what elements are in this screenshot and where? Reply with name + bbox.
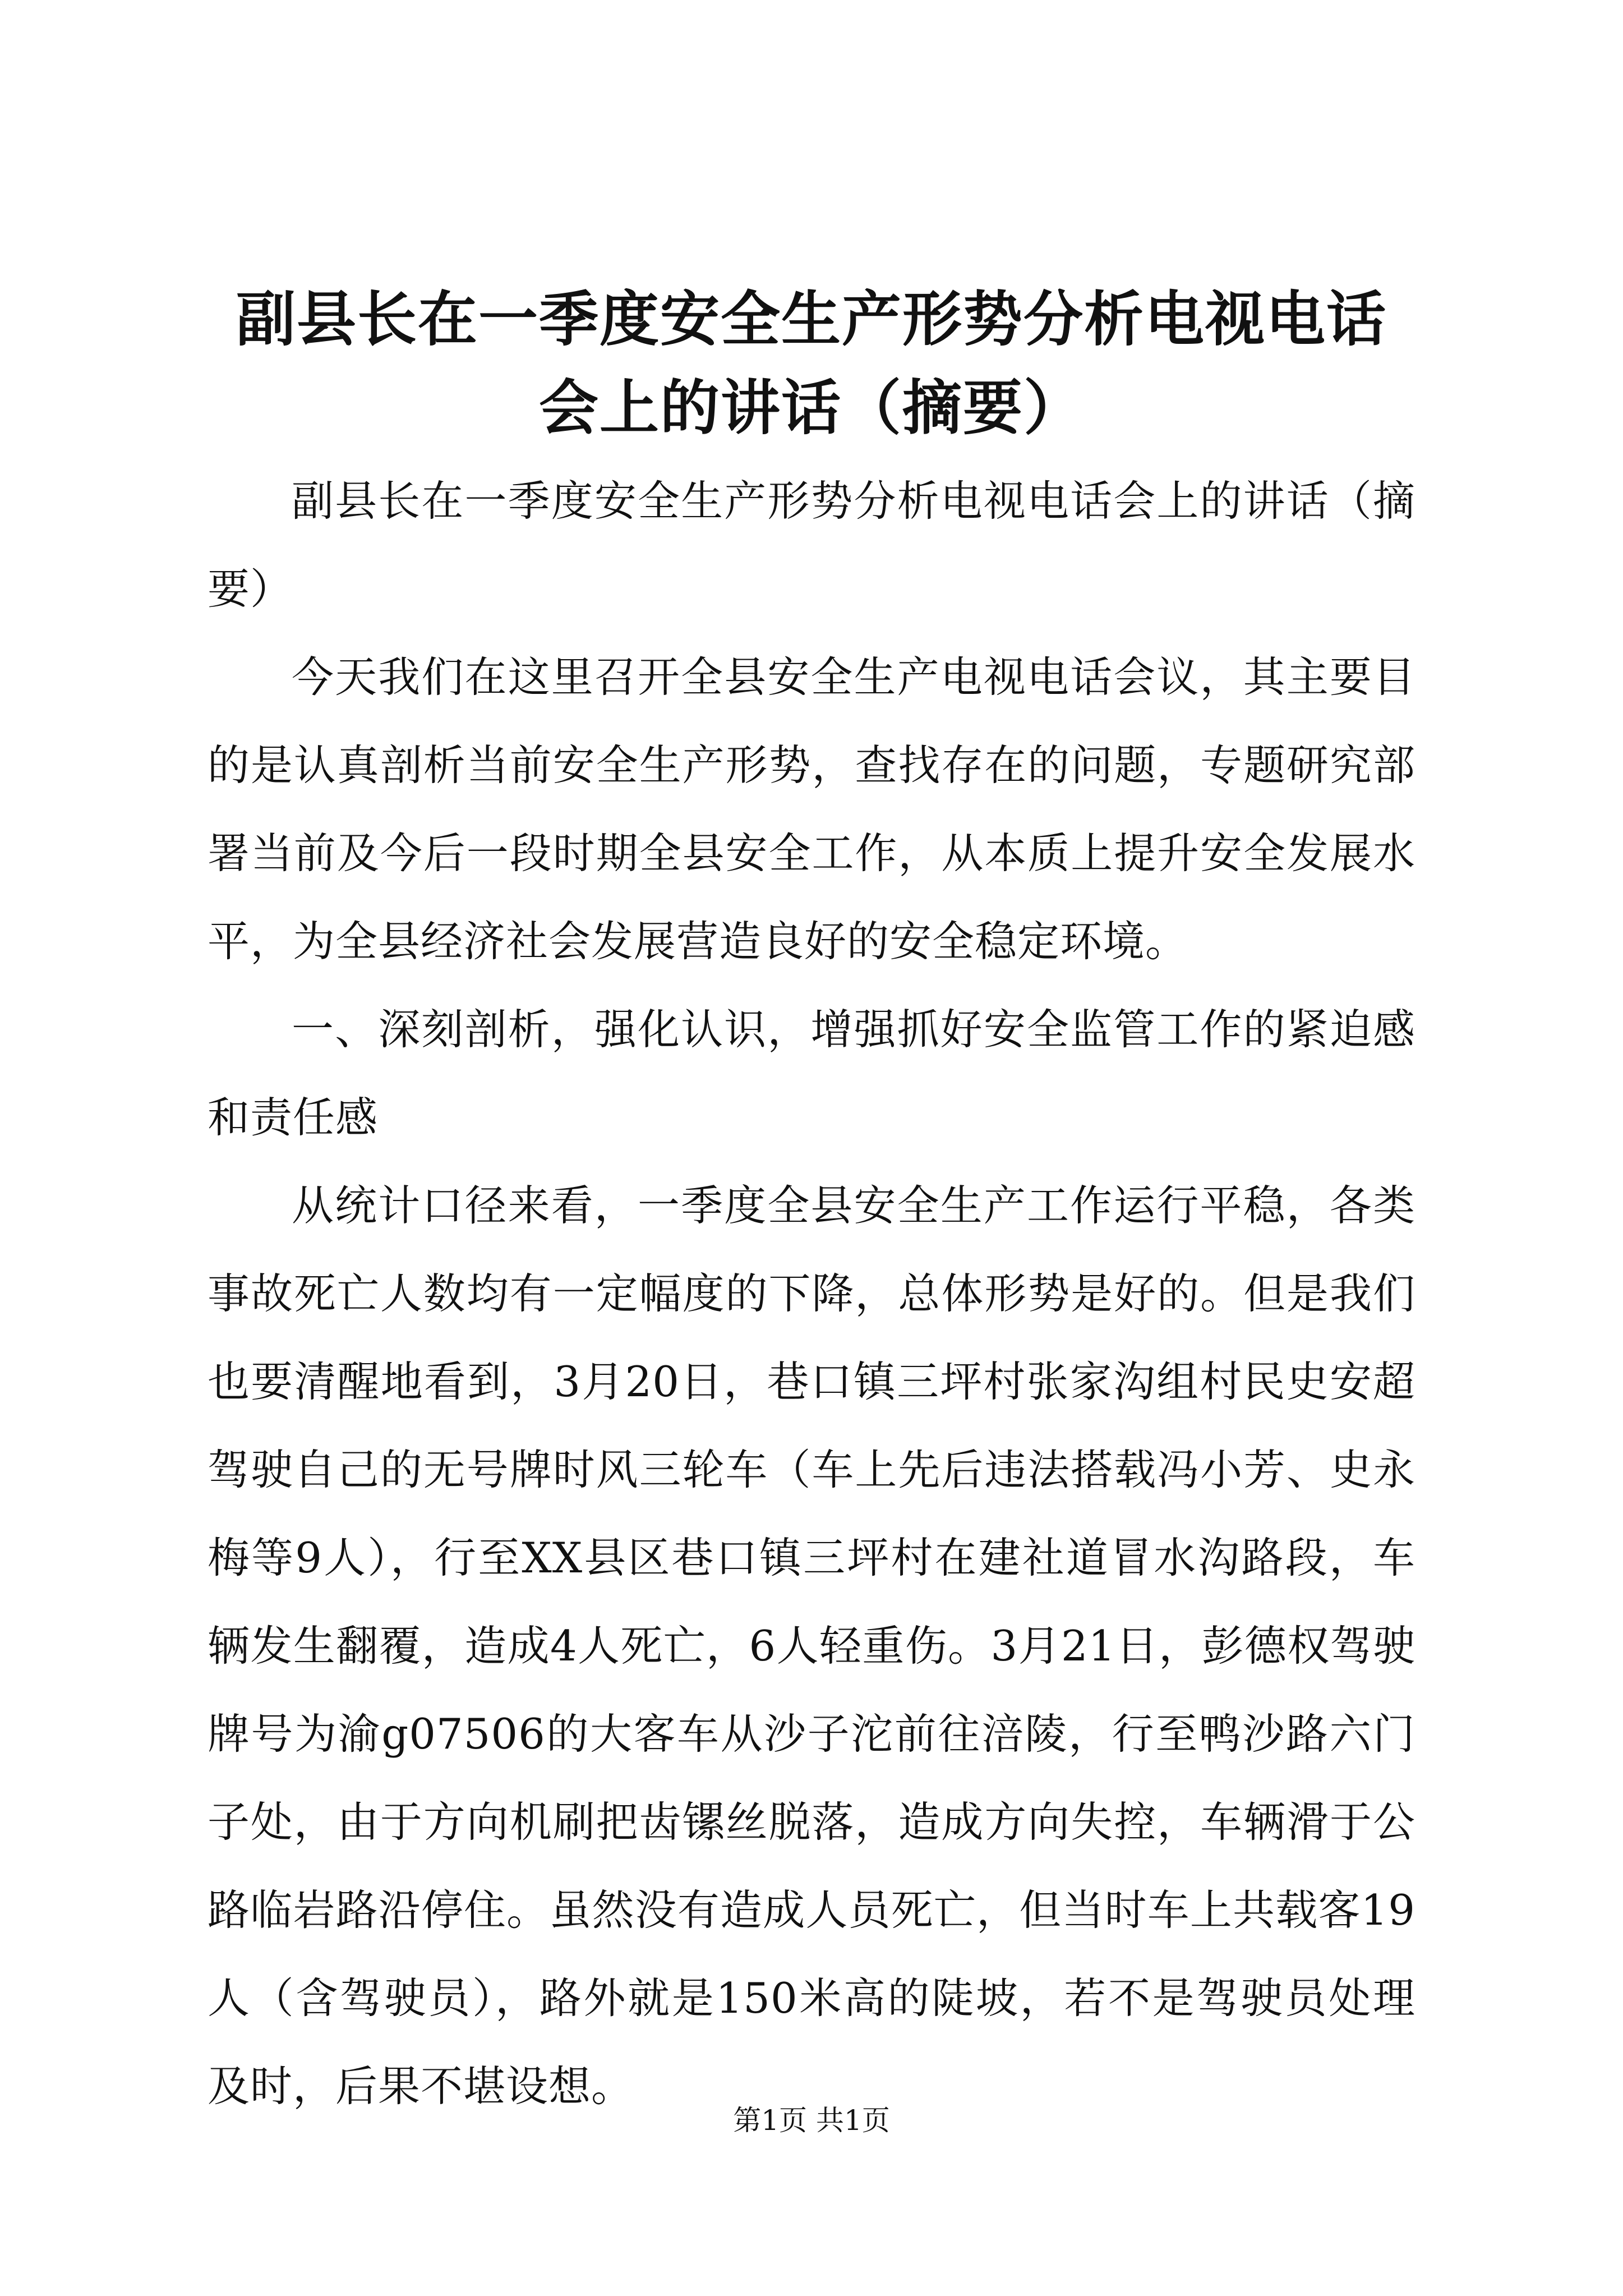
document-body — [208, 457, 1415, 2131]
paragraph-subtitle: 副县长在一季度安全生产形势分析电视电话会上的讲话（摘要） — [208, 476, 1415, 614]
paragraph-section-heading: 一、深刻剖析，强化认识，增强抓好安全监管工作的紧迫感和责任感 — [208, 1005, 1415, 1142]
page-footer: 第1页 共1页 — [733, 2104, 890, 2137]
paragraph-incidents: 从统计口径来看，一季度全县安全生产工作运行平稳，各类事故死亡人数均有一定幅度的下降，总体形势是好的。但是我们也要清醒地看到，3月20日，巷口镇三坪村张家沟组村民史安超驾驶自己的无号牌时风三轮车（车上先后违法搭载冯小芳、史永梅等9人），行至XX县区巷口镇三坪村在建社道冒水沟路段，车辆发生翻覆，造成4人死亡，6人轻重伤。3月21日，彭德权驾驶牌号为渝g07506的大客车从沙子沱前往涪陵，行至鸭沙路六门子处，由于方向机刷把齿镙丝脱落，造成方向失控，车辆滑于公路临岩路沿停住。虽然没有造成人员死亡，但当时车上共载客19人（含驾驶员），路外就是150米高的陡坡，若不是驾驶员处理及时，后果不堪设想。 — [208, 1181, 1415, 2111]
document-title: 副县长在一季度安全生产形势分析电视电话会上的讲话（摘要） — [236, 284, 1387, 443]
paragraph-intro: 今天我们在这里召开全县安全生产电视电话会议，其主要目的是认真剖析当前安全生产形势，查找存在的问题，专题研究部署当前及今后一段时期全县安全工作，从本质上提升安全发展水平，为全县经济社会发展营造良好的安全稳定环境。 — [208, 652, 1415, 966]
